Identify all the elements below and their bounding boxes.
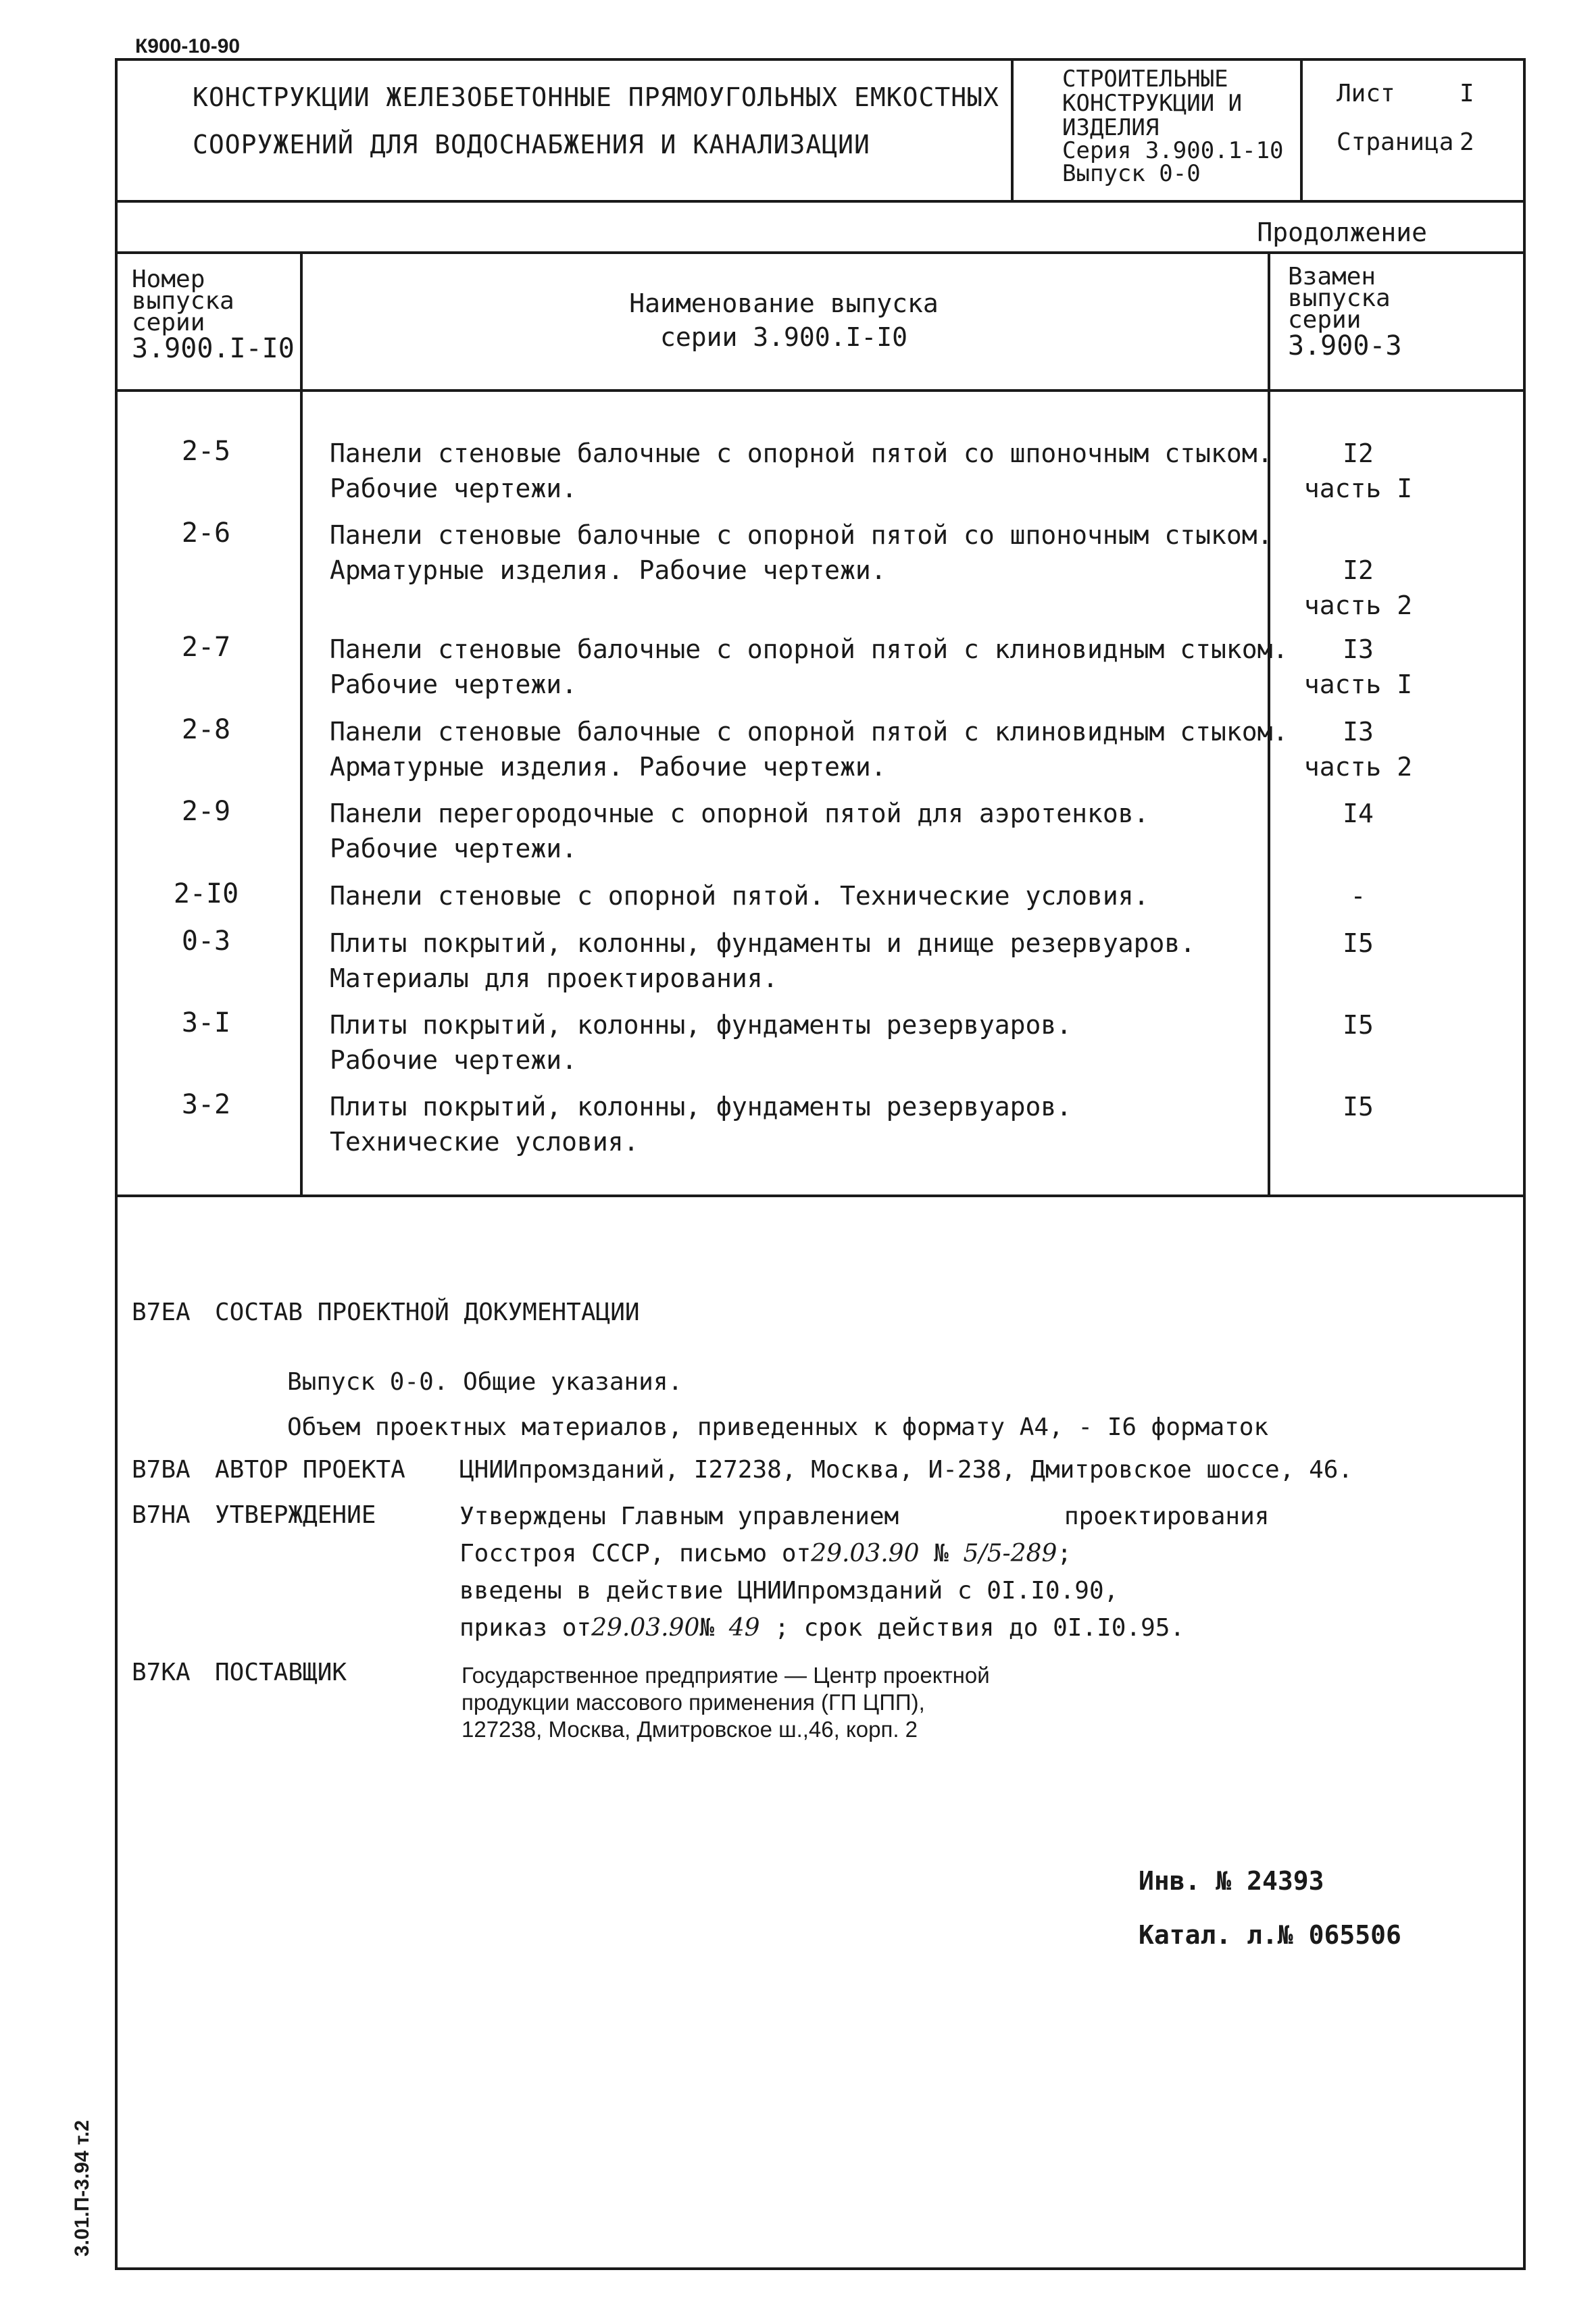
row-name: Плиты покрытий, колонны, фундаменты резервуаров. Технические условия.	[330, 1092, 1072, 1157]
approval-line1-end: проектирования	[1064, 1503, 1270, 1530]
approval-letter-date: 29.03.90	[811, 1540, 920, 1567]
row-replaces: I5	[1343, 1010, 1374, 1040]
row-number: 3-I	[181, 1007, 231, 1038]
composition-issue: Выпуск 0-0. Общие указания.	[287, 1368, 683, 1396]
author-code: В7ВА	[132, 1456, 191, 1484]
header-category-line1: СТРОИТЕЛЬНЫЕ	[1062, 66, 1228, 93]
row-number: 2-7	[181, 632, 231, 663]
col1-header: Номер выпуска серии 3.900.I-I0	[132, 266, 295, 364]
header-category-line2: КОНСТРУКЦИИ И	[1062, 90, 1243, 117]
row-number: 2-I0	[173, 878, 239, 909]
supplier-code: В7КА	[132, 1659, 191, 1686]
header-vdivider-2	[1300, 58, 1303, 201]
composition-volume: Объем проектных материалов, приведенных к формату А4, - I6 форматок	[287, 1413, 1269, 1441]
row-replaces: I2 часть 2	[1303, 555, 1413, 620]
approval-label: УТВЕРЖДЕНИЕ	[215, 1501, 376, 1529]
approval-order-date: 29.03.90	[591, 1614, 700, 1642]
approval-line1: Утверждены Главным управлением	[459, 1503, 899, 1530]
table-header-divider	[115, 389, 1526, 392]
composition-code: В7ЕА	[132, 1299, 191, 1326]
row-replaces: I3 часть 2	[1303, 717, 1413, 782]
approval-line4: приказ от29.03.90№ 49 ; срок действия до 0I.I0.95.	[459, 1614, 1185, 1642]
side-document-code: 3.01.П-3.94 т.2	[71, 2119, 93, 2257]
author-text: ЦНИИпромзданий, I27238, Москва, И-238, Дмитровское шоссе, 46.	[459, 1456, 1353, 1484]
col3-header: Взамен выпуска серии 3.900-3	[1288, 263, 1402, 361]
header-title-line2: СООРУЖЕНИЙ ДЛЯ ВОДОСНАБЖЕНИЯ И КАНАЛИЗАЦИИ	[193, 130, 870, 159]
row-replaces: I5	[1343, 1092, 1374, 1122]
row-name: Плиты покрытий, колонны, фундаменты резервуаров. Рабочие чертежи.	[330, 1010, 1072, 1075]
row-number: 2-5	[181, 436, 231, 467]
composition-title: СОСТАВ ПРОЕКТНОЙ ДОКУМЕНТАЦИИ	[215, 1299, 640, 1326]
row-name: Панели стеновые балочные с опорной пятой с клиновидным стыком. Рабочие чертежи.	[330, 634, 1289, 699]
inventory-number: Инв. № 24393	[1139, 1866, 1324, 1896]
row-replaces: I3 часть I	[1303, 634, 1413, 699]
author-label: АВТОР ПРОЕКТА	[215, 1456, 405, 1484]
approval-line2: Госстроя СССР, письмо от29.03.90 № 5/5-289;	[459, 1540, 1072, 1567]
approval-order-number: 49	[728, 1614, 760, 1642]
header-title-line1: КОНСТРУКЦИИ ЖЕЛЕЗОБЕТОННЫЕ ПРЯМОУГОЛЬНЫХ ЕМКОСТНЫХ	[193, 82, 999, 112]
row-name: Панели перегородочные с опорной пятой для аэротенков. Рабочие чертежи.	[330, 799, 1149, 863]
document-code: К900-10-90	[135, 35, 241, 57]
supplier-label: ПОСТАВЩИК	[215, 1659, 347, 1686]
row-replaces: I4	[1343, 799, 1374, 828]
header-divider	[115, 200, 1526, 203]
row-number: 0-3	[181, 926, 231, 957]
supplier-address: Государственное предприятие — Центр проектной продукции массового применения (ГП ЦПП), 127238, Москва, Дмитровское ш.,46, корп. 2	[462, 1663, 990, 1742]
row-replaces: -	[1350, 881, 1366, 911]
row-name: Панели стеновые балочные с опорной пятой со шпоночным стыком. Рабочие чертежи.	[330, 438, 1273, 503]
header-series: Серия 3.900.1-10	[1062, 137, 1284, 164]
row-number: 2-8	[181, 714, 231, 745]
approval-line3: введены в действие ЦНИИпромзданий с 0I.I0.90,	[459, 1577, 1119, 1605]
continuation-label: Продолжение	[1257, 218, 1427, 247]
header-category-line3: ИЗДЕЛИЯ	[1062, 114, 1159, 141]
approval-letter-number: 5/5-289	[963, 1540, 1057, 1567]
row-number: 2-6	[181, 518, 231, 549]
header-vdivider-1	[1011, 58, 1014, 201]
row-name: Плиты покрытий, колонны, фундаменты и днище резервуаров. Материалы для проектирования.	[330, 928, 1196, 993]
row-name: Панели стеновые балочные с опорной пятой со шпоночным стыком. Арматурные изделия. Рабочие чертежи.	[330, 520, 1273, 585]
table-vline-1	[300, 251, 303, 1197]
row-replaces: I2 часть I	[1303, 438, 1413, 503]
page-value: 2	[1460, 128, 1474, 156]
row-replaces: I5	[1343, 928, 1374, 958]
row-name: Панели стеновые с опорной пятой. Технические условия.	[330, 881, 1149, 911]
row-number: 2-9	[181, 796, 231, 827]
approval-code: В7НА	[132, 1501, 191, 1529]
header-issue: Выпуск 0-0	[1062, 160, 1201, 187]
table-bottom-divider	[115, 1194, 1526, 1197]
page-label: Страница	[1337, 128, 1454, 156]
sheet-label: Лист	[1337, 80, 1395, 107]
continuation-divider	[115, 251, 1526, 254]
row-number: 3-2	[181, 1089, 231, 1120]
col2-header: Наименование выпуска серии 3.900.I-I0	[629, 288, 939, 352]
catalog-number: Катал. л.№ 065506	[1139, 1920, 1401, 1950]
row-name: Панели стеновые балочные с опорной пятой с клиновидным стыком. Арматурные изделия. Рабочие чертежи.	[330, 717, 1289, 782]
sheet-value: I	[1460, 80, 1474, 107]
